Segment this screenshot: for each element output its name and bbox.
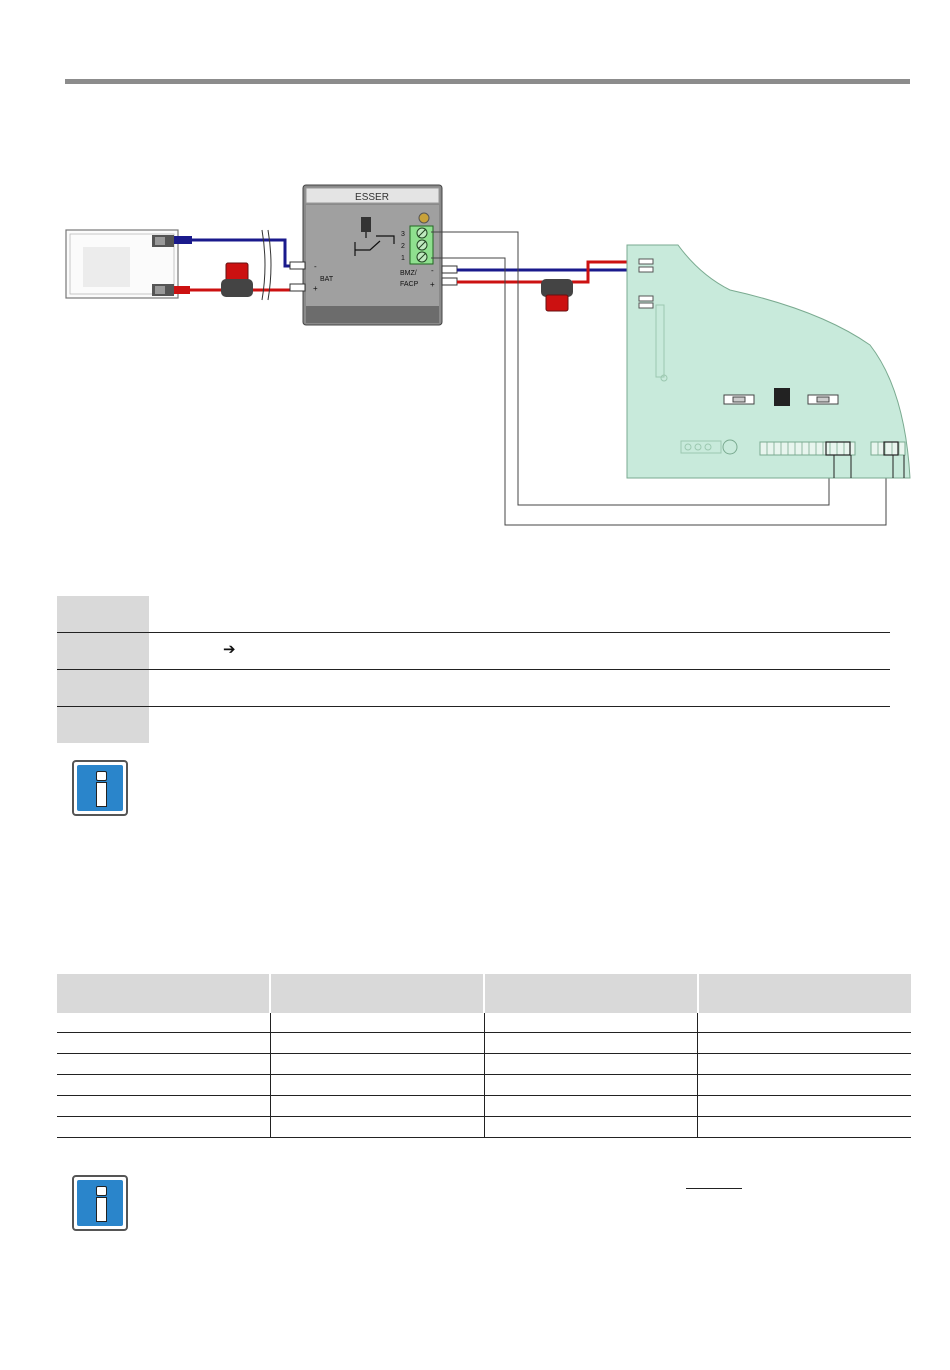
text-underline	[686, 1188, 742, 1189]
info-icon	[72, 760, 128, 816]
step-row	[57, 670, 890, 707]
table-column-divider	[697, 1013, 698, 1138]
status-led	[419, 213, 429, 223]
step-number-cell	[57, 670, 149, 706]
bmz-label: BMZ/	[400, 270, 417, 277]
wiring-diagram	[0, 170, 950, 540]
bat-label: BAT	[320, 276, 334, 283]
table-header-cell	[269, 974, 483, 1013]
step-row	[57, 707, 890, 743]
steps-table	[57, 596, 890, 743]
table-header	[57, 974, 911, 1013]
step-row	[57, 596, 890, 633]
facp-minus: -	[431, 266, 434, 275]
bat-minus: -	[314, 262, 317, 271]
battery	[66, 230, 178, 298]
facp-fuse	[541, 279, 573, 311]
esser-module	[290, 185, 457, 325]
table-column-divider	[484, 1013, 485, 1138]
data-table	[57, 974, 911, 1138]
bat-plus: +	[313, 284, 318, 293]
terminal-label-2: 2	[401, 243, 405, 250]
step-number-cell	[57, 633, 149, 669]
facp-label: FACP	[400, 281, 419, 288]
terminal-label-3: 3	[401, 231, 405, 238]
panel-board	[627, 245, 910, 478]
header-rule	[65, 79, 910, 84]
facp-plus: +	[430, 280, 435, 289]
step-row	[57, 633, 890, 670]
table-header-cell	[697, 974, 911, 1013]
arrow-right-icon: ➔	[223, 640, 236, 658]
step-number-cell	[57, 707, 149, 743]
info-icon	[72, 1175, 128, 1231]
table-body	[57, 1013, 911, 1138]
module-brand: ESSER	[355, 192, 389, 203]
terminal-label-1: 1	[401, 255, 405, 262]
battery-fuse	[221, 263, 253, 297]
table-header-cell	[57, 974, 269, 1013]
step-number-cell	[57, 596, 149, 632]
table-column-divider	[270, 1013, 271, 1138]
table-header-cell	[483, 974, 697, 1013]
